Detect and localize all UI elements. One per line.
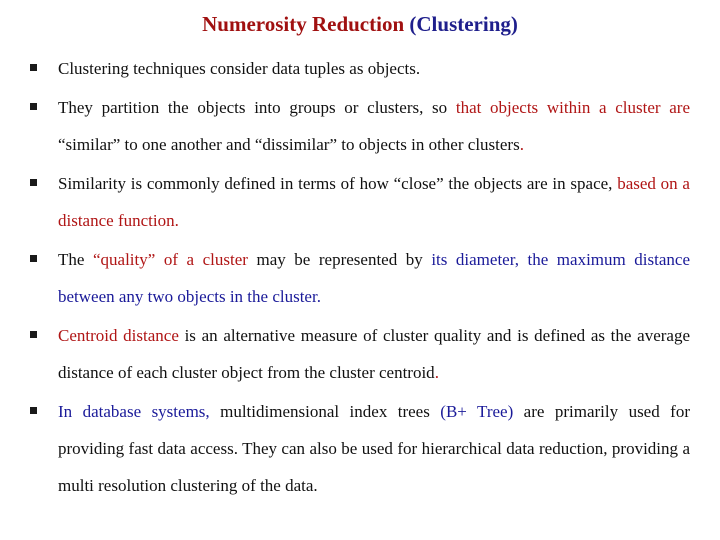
bullet-list	[0, 50, 720, 504]
bullet-item	[58, 89, 690, 163]
bullet-item	[58, 165, 690, 239]
bullet-text-segment: may be represented by	[247, 250, 432, 269]
bullet-text-segment: In database systems,	[58, 402, 221, 421]
bullet-item	[58, 241, 690, 315]
square-bullet-icon	[30, 179, 37, 186]
slide-title	[0, 10, 720, 38]
bullet-text-segment: The	[58, 250, 93, 269]
bullet-text-segment: “similar” to one another and “dissimilar” to objects in other clusters	[58, 135, 520, 154]
bullet-item	[58, 317, 690, 391]
bullet-text-segment: .	[519, 135, 524, 154]
bullet-text-segment: its diameter, the maximum distance between any two objects in the cluster.	[58, 250, 690, 306]
bullet-item	[58, 393, 690, 504]
bullet-text-segment: “quality” of a cluster	[92, 250, 248, 269]
title-sub: (Clustering)	[409, 12, 518, 36]
bullet-text-segment: that objects within a cluster are	[455, 98, 690, 117]
square-bullet-icon	[30, 103, 37, 110]
square-bullet-icon	[30, 255, 37, 262]
bullet-item	[58, 50, 690, 87]
bullet-text-segment: are primarily used for providing fast data access. They can also be used for hierarchical data reduction, providing a multi resolution clustering of the data.	[58, 402, 690, 495]
bullet-text-segment: Similarity is commonly defined in terms of how “close” the objects are in space,	[58, 174, 618, 193]
bullet-text-segment: They partition the objects into groups or clusters, so	[58, 98, 456, 117]
bullet-text-segment: .	[434, 363, 439, 382]
bullet-text-segment: Clustering techniques consider data tuples as objects.	[58, 59, 421, 78]
square-bullet-icon	[30, 64, 37, 71]
bullet-text-segment: multidimensional index trees	[220, 402, 430, 421]
bullet-text-segment: Centroid distance	[58, 326, 179, 345]
bullet-text-segment: is an alternative measure of cluster quality and is defined as the average distance of each cluster object from the cluster centroid	[58, 326, 690, 382]
square-bullet-icon	[30, 331, 37, 338]
square-bullet-icon	[30, 407, 37, 414]
bullet-text-segment: based on a distance function.	[58, 174, 690, 230]
bullet-text-segment: (B+ Tree)	[429, 402, 524, 421]
title-main: Numerosity Reduction	[202, 12, 405, 36]
